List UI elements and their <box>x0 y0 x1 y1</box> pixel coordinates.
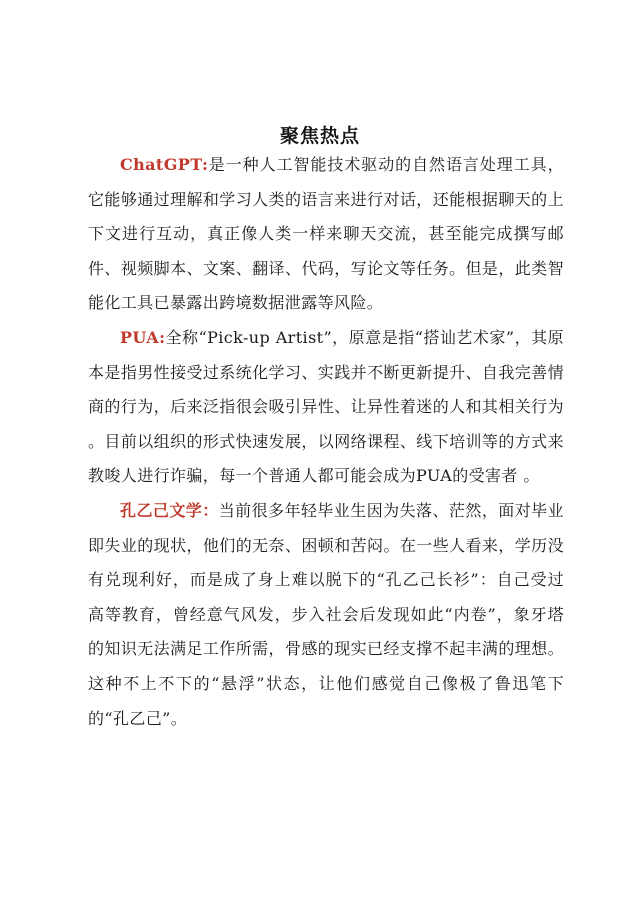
document-body <box>88 148 564 736</box>
definition-kongyiji: 当前很多年轻毕业生因为失落、茫然，面对毕业即失业的现状，他们的无奈、困顿和苦闷。在一些人看来，学历没有兑现利好，而是成了身上难以脱下的“孔乙己长衫”：自己受过高等教育，曾经意气风发，步入社会后发现如此“内卷”，象牙塔的知识无法满足工作所需，骨感的现实已经支撑不起丰满的理想。这种不上不下的“悬浮”状态，让他们感觉自己像极了鲁迅笔下的“孔乙己”。 <box>88 500 565 728</box>
definition-chatgpt: 是一种人工智能技术驱动的自然语言处理工具，它能够通过理解和学习人类的语言来进行对话，还能根据聊天的上下文进行互动，真正像人类一样来聊天交流，甚至能完成撰写邮件、视频脚本、文案、翻译、代码，写论文等任务。但是，此类智能化工具已暴露出跨境数据泄露等风险。 <box>88 155 564 313</box>
paragraph-pua <box>88 321 564 494</box>
term-chatgpt: ChatGPT: <box>120 155 209 174</box>
definition-pua: 全称“Pick-up Artist”，原意是指“搭讪艺术家”，其原本是指男性接受过系统化学习、实践并不断更新提升、自我完善情商的行为，后来泛指很会吸引异性、让异性着迷的人和其相关行为 。目前以组织的形式快速发展，以网络课程、线下培训等的方式来教唆人进行诈骗，每一个普通人都可能会成为PUA的受害者 。 <box>88 327 564 486</box>
page-title: 聚焦热点 <box>279 125 360 147</box>
paragraph-chatgpt <box>88 148 564 321</box>
paragraph-kongyiji <box>88 494 564 736</box>
term-pua: PUA: <box>120 327 166 347</box>
term-kongyiji: 孔乙己文学： <box>120 500 219 520</box>
